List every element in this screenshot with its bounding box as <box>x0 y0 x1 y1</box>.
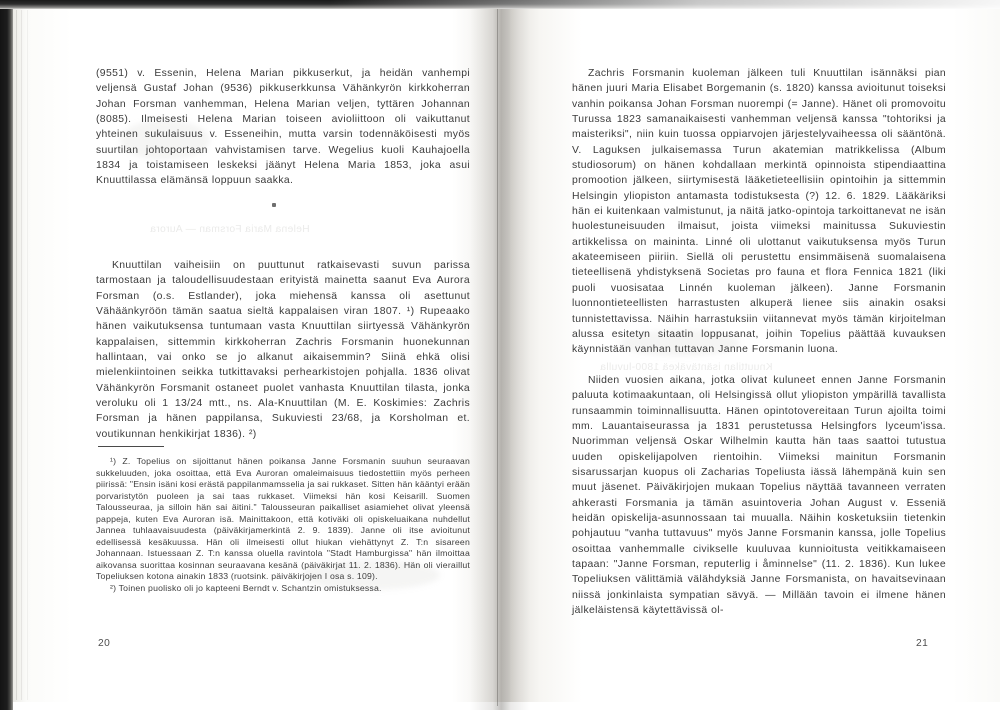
page-curl-line <box>16 10 17 700</box>
book-spine-line <box>497 4 498 706</box>
section-separator-dot <box>272 203 276 207</box>
ghost-text: Helena Maria Forsman — Aurora <box>150 224 310 235</box>
left-page-paragraph-1 <box>96 66 470 189</box>
scanner-edge-top-fade <box>330 0 1000 9</box>
paragraph-text: Zachris Forsmanin kuoleman jälkeen tuli Knuuttilan isännäksi pian hänen juuri Maria Elisabet Borgemanin (s. 1820) kanssa avioitunut toiseksi vanhin poikansa Johan Forsman nuorempi (= Janne). Hänet oli promovoitu Turussa 1823 samanaikaisesti vanhemman veljensä kanssa "tohtoriksi ja maisteriksi", niin kuin tuossa oppiarvojen järjestelyvaiheessa oli sääntönä. V. Laguksen julkaisemassa Turun akatemian matrikkelissa (Album studiosorum) on hänen kohdallaan merkintä opinnoista stipendiaattina promootion jälkeen, siirtymisestä lääketieteellisiin opintoihin ja sittemmin Helsingin yliopiston antamasta todistuksesta (?) 12. 6. 1829. Lääkäriksi hän ei kuitenkaan valmistunut, ja näitä jatko-opintoja tarkoittanevat ne isän huolestuneisuuden ilmaisut, joista viimeksi mainitussa Sukuviestin artikkelissa on maininta. Linné oli ulottanut vaikutuksensa myös Turun akateemiseen piiriin. Siellä oli perustettu ensimmäisenä suomalaisena tieteellisenä yhdistyksenä Societas pro fauna et flora Fennica 1821 (liki puoli vuosisataa Linnén kuoleman jälkeen). Janne Forsmanin luonnontieteellisten harrastusten alkuperä lienee siis ainakin osaksi tunnistettavissa. Näihin harrastuksiin viitannevat myös tämän kirjoitelman alussa esitetyn sitaatin loppusanat, joihin Topelius päättää kuvauksen käynnistään vanhan tuttavan Janne Forsmanin luona. <box>572 68 946 356</box>
paragraph-text: Niiden vuosien aikana, jotka olivat kuluneet ennen Janne Forsmanin paluuta kotimaakuntaan, oli Helsingissä ollut yliopiston ympärillä tavallista runsaammin toiminnallisuutta. Hänen opintotovereitaan Turun ajoilta toimi mm. Lauantaiseurassa ja 1831 perustetussa Helsingfors lyceum'issa. Nuorimman veljensä Oskar Wilhelmin kautta hän taas saattoi tutustua uuden opiskelijapolven rientoihin. Viimeksi mainitun Forsmanin sisarussarjan kuopus oli Zacharias Topeliusta iässä lähempänä kuin sen muut jäsenet. Päiväkirjojen mukaan Topelius näyttää tavanneen verraten ahkerasti Forsmania ja tämän asuintoveria Johan August v. Esseniä heidän opiskelija-asunnossaan tai muualla. Näihin kosketuksiin tietenkin pohjautuu "vanha tuttavuus" myös Janne Forsmanin kanssa, jolle Topelius osoittaa vanhemmalle civikselle kuuluvaa kunnioitusta veitikkamaiseen tapaan: "Janne Forsman, reputerlig i åminnelse" (11. 2. 1836). Kun lukee Topeliuksen välittämiä välähdyksiä Janne Forsmanista, on havaitsevinaan niissä jonkinlaista sympatian sävyä. — Millään tavoin ei ilmene hänen jälkeläistensä käytettävissä ol- <box>572 375 946 617</box>
paragraph-text: Knuuttilan vaiheisiin on puuttunut ratkaisevasti suvun parissa tarmostaan ja taloudellisuudestaan erityistä mainetta saanut Eva Aurora Forsman (o.s. Estlander), joka miehensä kanssa oli asettunut Vähäänkyröön tämän saatua sieltä kappalaisen viran 1807. ¹) Rupeaako hänen vaikutuksensa tuntumaan vasta Knuuttilan siirtyessä Vähänkyrön kappalaisen, sittemmin kirkkoherran Zachris Forsmanin huonekunnan hallintaan, vai onko se jo alkanut aikaisemmin? Siinä ehkä olisi mielenkiintoinen seikka tutkittavaksi perhearkistojen pohjalla. 1836 olivat Vähänkyrön Forsmanit ostaneet puolet vanhasta Knuuttilan tilasta, jonka veroluku oli 1 13/24 mtt., ns. Ala-Knuuttilan (M. E. Koskimies: Zachris Forsman ja hänen pappilansa, Sukuviesti 23/68, ja Korsholman et. voutikunnan henkikirjat 1836). ²) <box>96 260 470 440</box>
scanner-edge-left <box>0 0 13 710</box>
left-page-paragraph-2 <box>96 258 470 442</box>
footnote-rule <box>98 446 164 447</box>
footnote-1: ¹) Z. Topelius on sijoittanut hänen poikansa Janne Forsmanin suuhun seuraavan sukkeluuden, joka osoittaa, että Eva Auroran omaleimaisuus tiedostettiin myös perheen piirissä: "Ensin isäni kosi erästä pappilanmamsselia ja sai rukkaset. Sitten hän kääntyi erään porvaristytön puoleen ja sai taas rukkaset. Viimeksi hän kosi Keisarill. Suomen Talousseuraa, ja silloin hän sai äitini." Talousseuran paikalliset asiamiehet olivat yleensä pappeja, kuten Eva Auroran isä. Mainittakoon, että kotiväki oli opiskeluaikana nuhdellut Jannea tuhlaavaisuudesta (päiväkirjamerkintä 2. 9. 1839). Janne oli itse avioitunut edellisessä kesäkuussa. Hän oli ilmeisesti ollut hiukan viehättynyt Z. T:n sisareen Johannaan. Istuessaan Z. T:n kanssa oluella ravintola "Stadt Hamburgissa" hän ilmoittaa aikovansa suorittaa kosinnan seuraavana kesänä (päiväkirjat 11. 2. 1836). Hän oli vieraillut Topeliuksen kotona ainakin 1833 (ruotsink. päiväkirjojen I osa s. 109). <box>96 456 470 582</box>
left-page-footnotes <box>96 456 470 595</box>
paragraph-text: (9551) v. Essenin, Helena Marian pikkuserkut, ja heidän vanhempi veljensä Gustaf Johan (9536) pikkuserkkunsa Vähänkyrön kirkkoherran Johan Forsman vanhemman, Helena Marian veljen, tyttären Johannan (8085). Ilmeisesti Helena Marian toiseen avioliittoon oli vaikuttanut yhteinen sukulaisuus v. Esseneihin, mutta varsin todennäköisesti myös suurtilan johtoportaan vahvistamisen tarve. Wegelius kuoli Kauhajoella 1834 ja toistamiseen leskeksi jäänyt Helena Maria 1853, joka asui Knuuttilassa elämänsä loppuun saakka. <box>96 68 470 187</box>
right-page-paragraph-1 <box>572 66 946 358</box>
book-gutter-shadow <box>470 0 530 710</box>
page-curl-line <box>21 10 22 700</box>
folio-right: 21 <box>916 638 929 649</box>
page-curl-line <box>27 10 28 700</box>
ghost-text: Knuuttilan isäntäväkeä 1800-luvulla <box>600 362 773 373</box>
footnote-2: ²) Toinen puolisko oli jo kapteeni Berndt v. Schantzin omistuksessa. <box>110 583 382 594</box>
folio-left: 20 <box>98 638 111 649</box>
right-page-paragraph-2 <box>572 373 946 619</box>
